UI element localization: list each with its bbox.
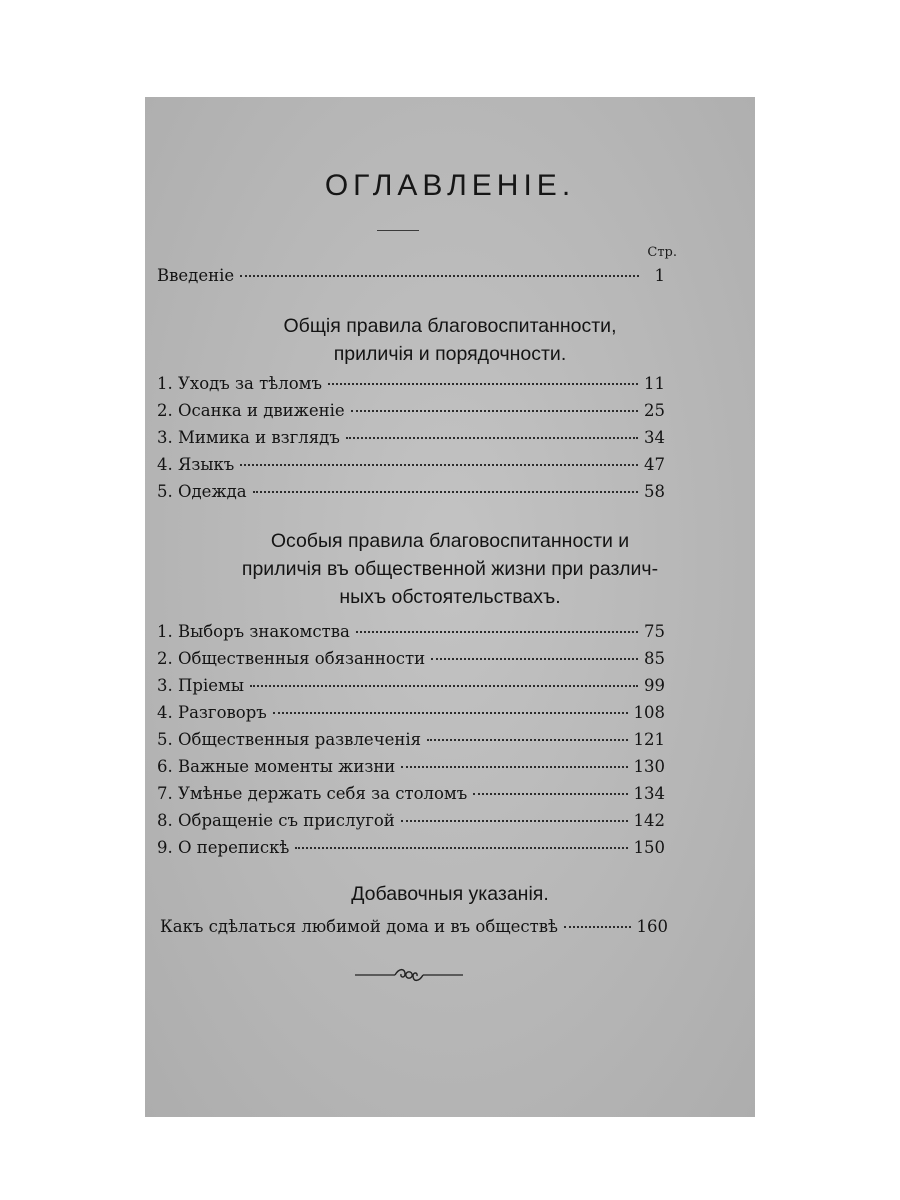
leader-dots — [250, 685, 638, 687]
toc-entry-page: 99 — [644, 676, 665, 695]
page-column-label: Стр. — [647, 245, 677, 260]
toc-entry-label: Какъ сдѣлаться любимой дома и въ обществѣ — [160, 917, 558, 936]
toc-entry-label: 6. Важные моменты жизни — [157, 757, 396, 776]
toc-entry-page: 11 — [644, 374, 665, 393]
section-heading-line: ныхъ обстоятельствахъ. — [339, 586, 561, 608]
leader-dots — [473, 793, 627, 795]
toc-entry-label: 5. Одежда — [157, 482, 247, 501]
toc-entry-page: 150 — [633, 838, 665, 857]
toc-entry-page: 85 — [644, 649, 665, 668]
toc-entry — [160, 917, 668, 939]
toc-entry-label: 4. Разговоръ — [157, 703, 267, 722]
leader-dots — [356, 631, 638, 633]
toc-entry-page: 25 — [644, 401, 665, 420]
toc-entry-label: 8. Обращеніе съ прислугой — [157, 811, 395, 830]
leader-dots — [427, 739, 627, 741]
toc-entry-label: 2. Общественныя обязанности — [157, 649, 426, 668]
leader-dots — [346, 437, 638, 439]
section-heading-line: приличія и порядочности. — [333, 343, 567, 365]
toc-entry — [157, 784, 665, 806]
toc-entry-label: 3. Мимика и взглядъ — [157, 428, 340, 447]
toc-entry — [157, 838, 665, 860]
section-heading-line: приличія въ общественной жизни при различ- — [241, 558, 659, 580]
toc-entry — [157, 757, 665, 779]
toc-entry — [157, 482, 665, 504]
section-heading-special — [145, 527, 755, 611]
toc-entry-label: 1. Выборъ знакомства — [157, 622, 350, 641]
section-heading-line: Добавочныя указанія. — [351, 883, 549, 905]
toc-entry-page: 34 — [644, 428, 665, 447]
toc-entry — [157, 428, 665, 450]
book-page — [145, 97, 755, 1117]
section-heading-line: Особыя правила благовоспитанности и — [270, 530, 630, 552]
toc-entry-label: 5. Общественныя развлеченія — [157, 730, 422, 749]
title-rule — [377, 230, 419, 231]
page-title: ОГЛАВЛЕНІЕ. — [324, 169, 576, 202]
section-heading-line: Общія правила благовоспитанности, — [283, 315, 617, 337]
section-heading-general — [145, 312, 755, 368]
leader-dots — [431, 658, 638, 660]
toc-entry — [157, 401, 665, 423]
toc-entry — [157, 811, 665, 833]
toc-entry-page: 75 — [644, 622, 665, 641]
leader-dots — [401, 820, 628, 822]
toc-entry — [157, 730, 665, 752]
toc-entry — [157, 676, 665, 698]
toc-entry-page: 108 — [633, 703, 665, 722]
toc-entry-page: 1 — [654, 266, 665, 285]
toc-entry-page: 134 — [633, 784, 665, 803]
leader-dots — [328, 383, 638, 385]
toc-entry-label: 2. Осанка и движеніе — [157, 401, 345, 420]
toc-entry — [157, 374, 665, 396]
toc-entry — [157, 455, 665, 477]
toc-entry-page: 121 — [633, 730, 665, 749]
leader-dots — [351, 410, 638, 412]
toc-entry-page: 58 — [644, 482, 665, 501]
leader-dots — [273, 712, 628, 714]
leader-dots — [240, 464, 638, 466]
toc-entry-label: 7. Умѣнье держать себя за столомъ — [157, 784, 468, 803]
leader-dots — [564, 926, 631, 928]
toc-entry-page: 142 — [633, 811, 665, 830]
toc-entry-label: Введеніе — [157, 266, 235, 285]
toc-entry — [157, 649, 665, 671]
toc-entry-page: 130 — [633, 757, 665, 776]
leader-dots — [240, 275, 639, 277]
toc-entry-page: 160 — [636, 917, 668, 936]
toc-entry-label: 9. О перепискѣ — [157, 838, 290, 857]
toc-entry-label: 4. Языкъ — [157, 455, 235, 474]
toc-entry-label: 3. Пріемы — [157, 676, 244, 695]
toc-entry-page: 47 — [644, 455, 665, 474]
section-heading-additional — [145, 880, 755, 908]
leader-dots — [253, 491, 638, 493]
toc-entry — [157, 703, 665, 725]
toc-entry-intro — [157, 266, 665, 288]
toc-entry-label: 1. Уходъ за тѣломъ — [157, 374, 322, 393]
leader-dots — [401, 766, 627, 768]
leader-dots — [295, 847, 627, 849]
toc-entry — [157, 622, 665, 644]
flourish-ornament-icon — [353, 964, 465, 986]
